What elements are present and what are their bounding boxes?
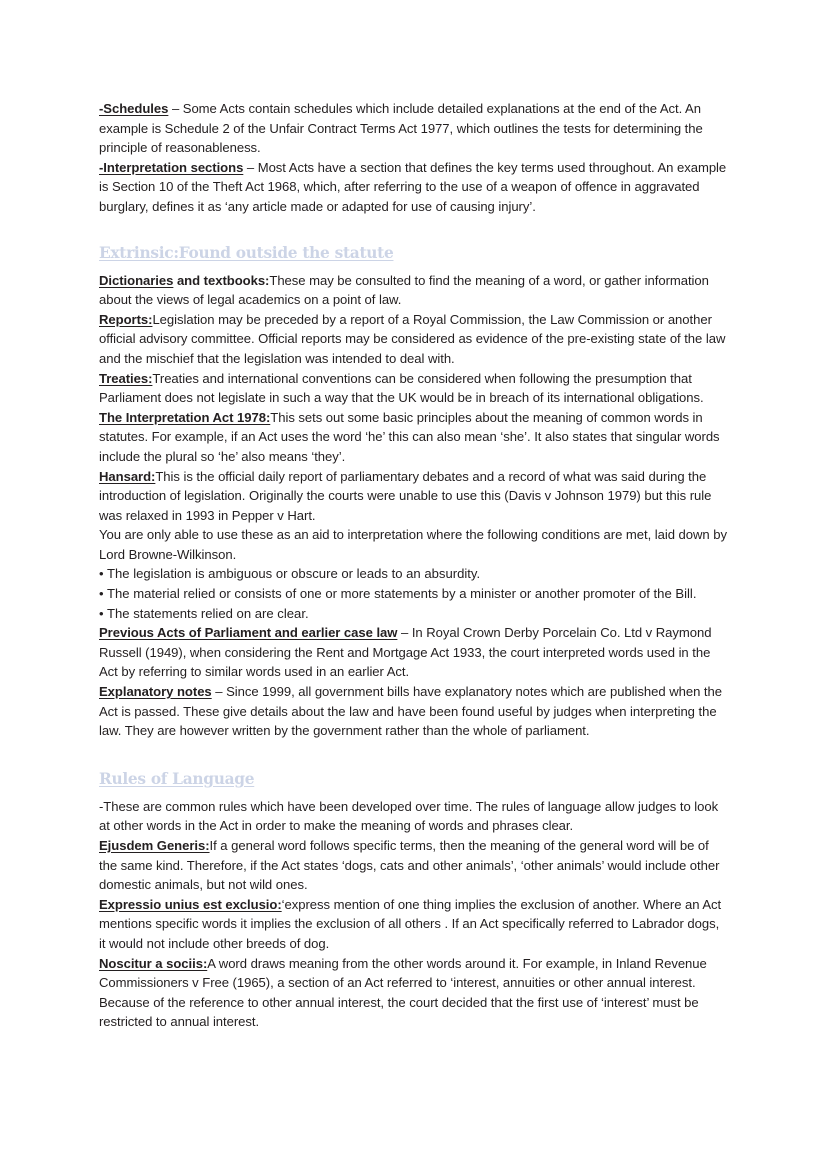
paragraph-previous-acts-body: – In Royal Crown Derby Porcelain Co. Ltd v Raymond Russell (1949), when considering the Rent and Mortgage Act 1933, the court interpreted words used in the Act by referring to similar words used in an earlier Act. (99, 625, 712, 680)
section-heading-rules-of-language: Rules of Language (99, 769, 255, 788)
paragraph-treaties-body: Treaties and international conventions can be considered when following the presumption that Parliament does not legislate in such a way that the UK would be in breach of its international obligations. (99, 370, 704, 406)
paragraph-noscitur-lead: Noscitur a sociis: (99, 955, 208, 971)
paragraph-hansard (99, 467, 729, 526)
paragraph-previous-acts (99, 623, 729, 682)
bullet-glyph-icon: • (99, 605, 104, 621)
paragraph-dictionaries-body: These may be consulted to find the meaning of a word, or gather information about the views of legal academics on a point of law. (99, 272, 709, 308)
spacer (99, 789, 729, 797)
paragraph-ejusdem-generis (99, 836, 729, 895)
paragraph-explanatory-notes (99, 682, 729, 741)
paragraph-hansard-body: This is the official daily report of parliamentary debates and a record of what was said during the introduction of legislation. Originally the courts were unable to use this (Davis v Johnson 1979) but this rule was relaxed in 1993 in Pepper v Hart. (99, 468, 712, 523)
bullet-glyph-icon: • (99, 586, 104, 602)
list-item (99, 564, 729, 584)
paragraph-previous-acts-lead: Previous Acts of Parliament and earlier case law (99, 625, 398, 641)
list-item (99, 604, 729, 624)
list-item-label: The statements relied on are clear. (107, 605, 309, 621)
paragraph-schedules-body: – Some Acts contain schedules which include detailed explanations at the end of the Act. An example is Schedule 2 of the Unfair Contract Terms Act 1977, which outlines the tests for determining the principle of reasonableness. (99, 101, 703, 156)
paragraph-noscitur-body: A word draws meaning from the other words around it. For example, in Inland Revenue Commissioners v Free (1965), a section of an Act referred to ‘interest, annuities or other annual interest. Because of the reference to other annual interest, the court decided that the first use of ‘interest’ must be restricted to annual interest. (99, 955, 707, 1030)
bullet-glyph-icon: • (99, 566, 104, 582)
paragraph-interpretation-act-lead: The Interpretation Act 1978: (99, 409, 271, 425)
paragraph-schedules-lead: -Schedules (99, 101, 169, 116)
paragraph-treaties (99, 369, 729, 408)
paragraph-hansard-lead: Hansard: (99, 468, 156, 484)
spacer (99, 741, 729, 769)
paragraph-hansard-conditions-intro: You are only able to use these as an aid to interpretation where the following conditions are met, laid down by Lord Browne-Wilkinson. (99, 527, 727, 562)
document-body (99, 99, 729, 1032)
paragraph-expressio-unius-body: ‘express mention of one thing implies the exclusion of another. Where an Act mentions specific words it implies the exclusion of all others . If an Act specifically referred to Labrador dogs, it would not include other breeds of dog. (99, 896, 722, 951)
paragraph-reports-body: Legislation may be preceded by a report of a Royal Commission, the Law Commission or another official advisory committee. Official reports may be considered as evidence of the pre-existing state of the law and the mischief that the legislation was intended to deal with. (99, 311, 726, 366)
section-heading-extrinsic: Extrinsic:Found outside the statute (99, 243, 394, 262)
paragraph-explanatory-notes-lead: Explanatory notes (99, 684, 212, 700)
paragraph-dictionaries-lead-underlined: Dictionaries (99, 272, 174, 288)
spacer (99, 263, 729, 271)
paragraph-interpretation-act (99, 408, 729, 467)
paragraph-interpretation-sections-body: – Most Acts have a section that defines the key terms used throughout. An example is Section 10 of the Theft Act 1968, which, after referring to the use of a weapon of offence in aggravated burglary, defines it as ‘any article made or adapted for use of causing injury’. (99, 159, 727, 214)
paragraph-interpretation-sections-lead: -Interpretation sections (99, 159, 244, 175)
paragraph-expressio-unius-lead: Expressio unius est exclusio: (99, 896, 282, 912)
paragraph-interpretation-sections (99, 158, 729, 217)
list-item (99, 584, 729, 604)
paragraph-rules-intro: -These are common rules which have been developed over time. The rules of language allow judges to look at other words in the Act in order to make the meaning of words and phrases clear. (99, 798, 719, 834)
paragraph-reports (99, 310, 729, 369)
list-item-label: The legislation is ambiguous or obscure or leads to an absurdity. (107, 566, 481, 582)
paragraph-interpretation-act-body: This sets out some basic principles about the meaning of common words in statutes. For example, if an Act uses the word ‘he’ this can also mean ‘she’. It also states that singular words include the plural so ‘he’ also means ‘they’. (99, 409, 720, 464)
paragraph-ejusdem-generis-body: If a general word follows specific terms, then the meaning of the general word will be of the same kind. Therefore, if the Act states ‘dogs, cats and other animals’, ‘other animals’ would include other domestic animals, but not wild ones. (99, 838, 720, 893)
spacer (99, 217, 729, 243)
paragraph-expressio-unius (99, 895, 729, 954)
paragraph-ejusdem-generis-lead: Ejusdem Generis: (99, 838, 210, 853)
paragraph-dictionaries-lead-bold: and textbooks: (173, 272, 270, 288)
paragraph-schedules (99, 99, 729, 158)
paragraph-reports-lead: Reports: (99, 311, 153, 327)
paragraph-treaties-lead: Treaties: (99, 370, 153, 386)
paragraph-dictionaries (99, 271, 729, 310)
paragraph-noscitur (99, 954, 729, 1032)
list-item-label: The material relied or consists of one or more statements by a minister or another promoter of the Bill. (107, 586, 697, 602)
paragraph-explanatory-notes-body: – Since 1999, all government bills have explanatory notes which are published when the Act is passed. These give details about the law and have been found useful by judges when interpreting the law. They are however written by the government rather than the whole of parliament. (99, 684, 722, 739)
